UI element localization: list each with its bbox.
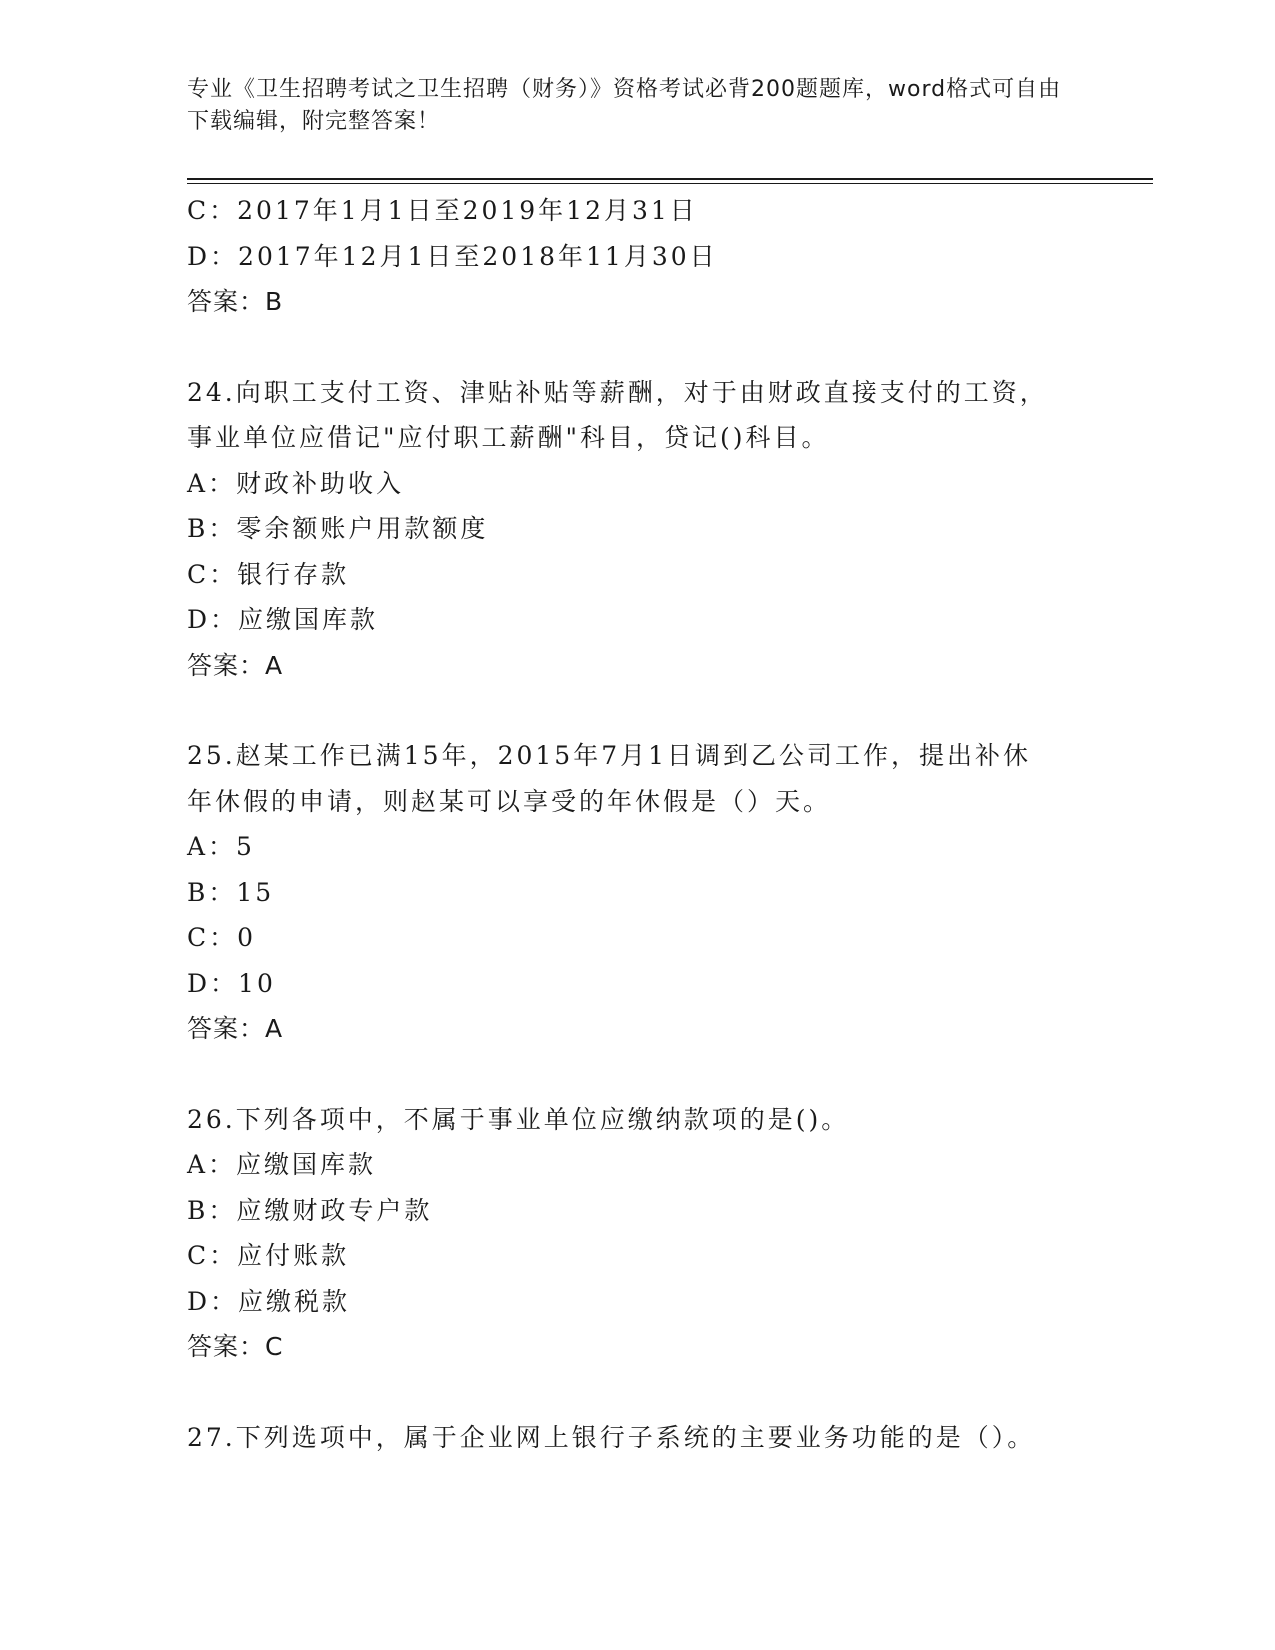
answer-line: 答案：A xyxy=(187,1014,284,1043)
question-stem-continued: 年休假的申请，则赵某可以享受的年休假是（）天。 xyxy=(187,786,832,816)
option-b: B：零余额账户用款额度 xyxy=(187,514,489,543)
question-stem: 24.向职工支付工资、津贴补贴等薪酬，对于由财政直接支付的工资， xyxy=(187,377,1048,407)
question-27 xyxy=(187,1415,1087,1461)
document-body xyxy=(187,188,1087,1460)
header-divider-thick xyxy=(187,178,1153,180)
answer-line: 答案：B xyxy=(187,287,284,316)
option-d: D：应缴国库款 xyxy=(187,605,379,634)
option-c: C：银行存款 xyxy=(187,559,350,589)
option-c: C：应付账款 xyxy=(187,1241,350,1270)
document-header: 专业《卫生招聘考试之卫生招聘（财务）》资格考试必背200题题库，word格式可自由下载编辑，附完整答案！ xyxy=(187,77,1062,134)
question-25 xyxy=(187,733,1087,1052)
question-stem: 25.赵某工作已满15年，2015年7月1日调到乙公司工作，提出补休 xyxy=(187,741,1032,770)
option-a: A：5 xyxy=(187,832,255,861)
option-d: D：10 xyxy=(187,968,276,998)
option-d: D：2017年12月1日至2018年11月30日 xyxy=(187,241,718,271)
question-stem: 26.下列各项中，不属于事业单位应缴纳款项的是()。 xyxy=(187,1104,850,1134)
question-26 xyxy=(187,1097,1087,1370)
option-c: C：2017年1月1日至2019年12月31日 xyxy=(187,196,698,225)
header-divider-thin xyxy=(187,183,1153,184)
question-24 xyxy=(187,370,1087,689)
option-d: D：应缴税款 xyxy=(187,1286,351,1316)
question-stem-continued: 事业单位应借记"应付职工薪酬"科目，贷记()科目。 xyxy=(187,423,830,452)
answer-line: 答案：A xyxy=(187,650,284,680)
option-b: B：15 xyxy=(187,877,275,907)
option-a: A：应缴国库款 xyxy=(187,1150,377,1179)
option-c: C：0 xyxy=(187,923,257,952)
option-b: B：应缴财政专户款 xyxy=(187,1195,433,1225)
question-stem: 27.下列选项中，属于企业网上银行子系统的主要业务功能的是（）。 xyxy=(187,1422,1036,1452)
answer-line: 答案：C xyxy=(187,1332,284,1361)
prev-question-tail xyxy=(187,188,1087,325)
option-a: A：财政补助收入 xyxy=(187,468,405,498)
